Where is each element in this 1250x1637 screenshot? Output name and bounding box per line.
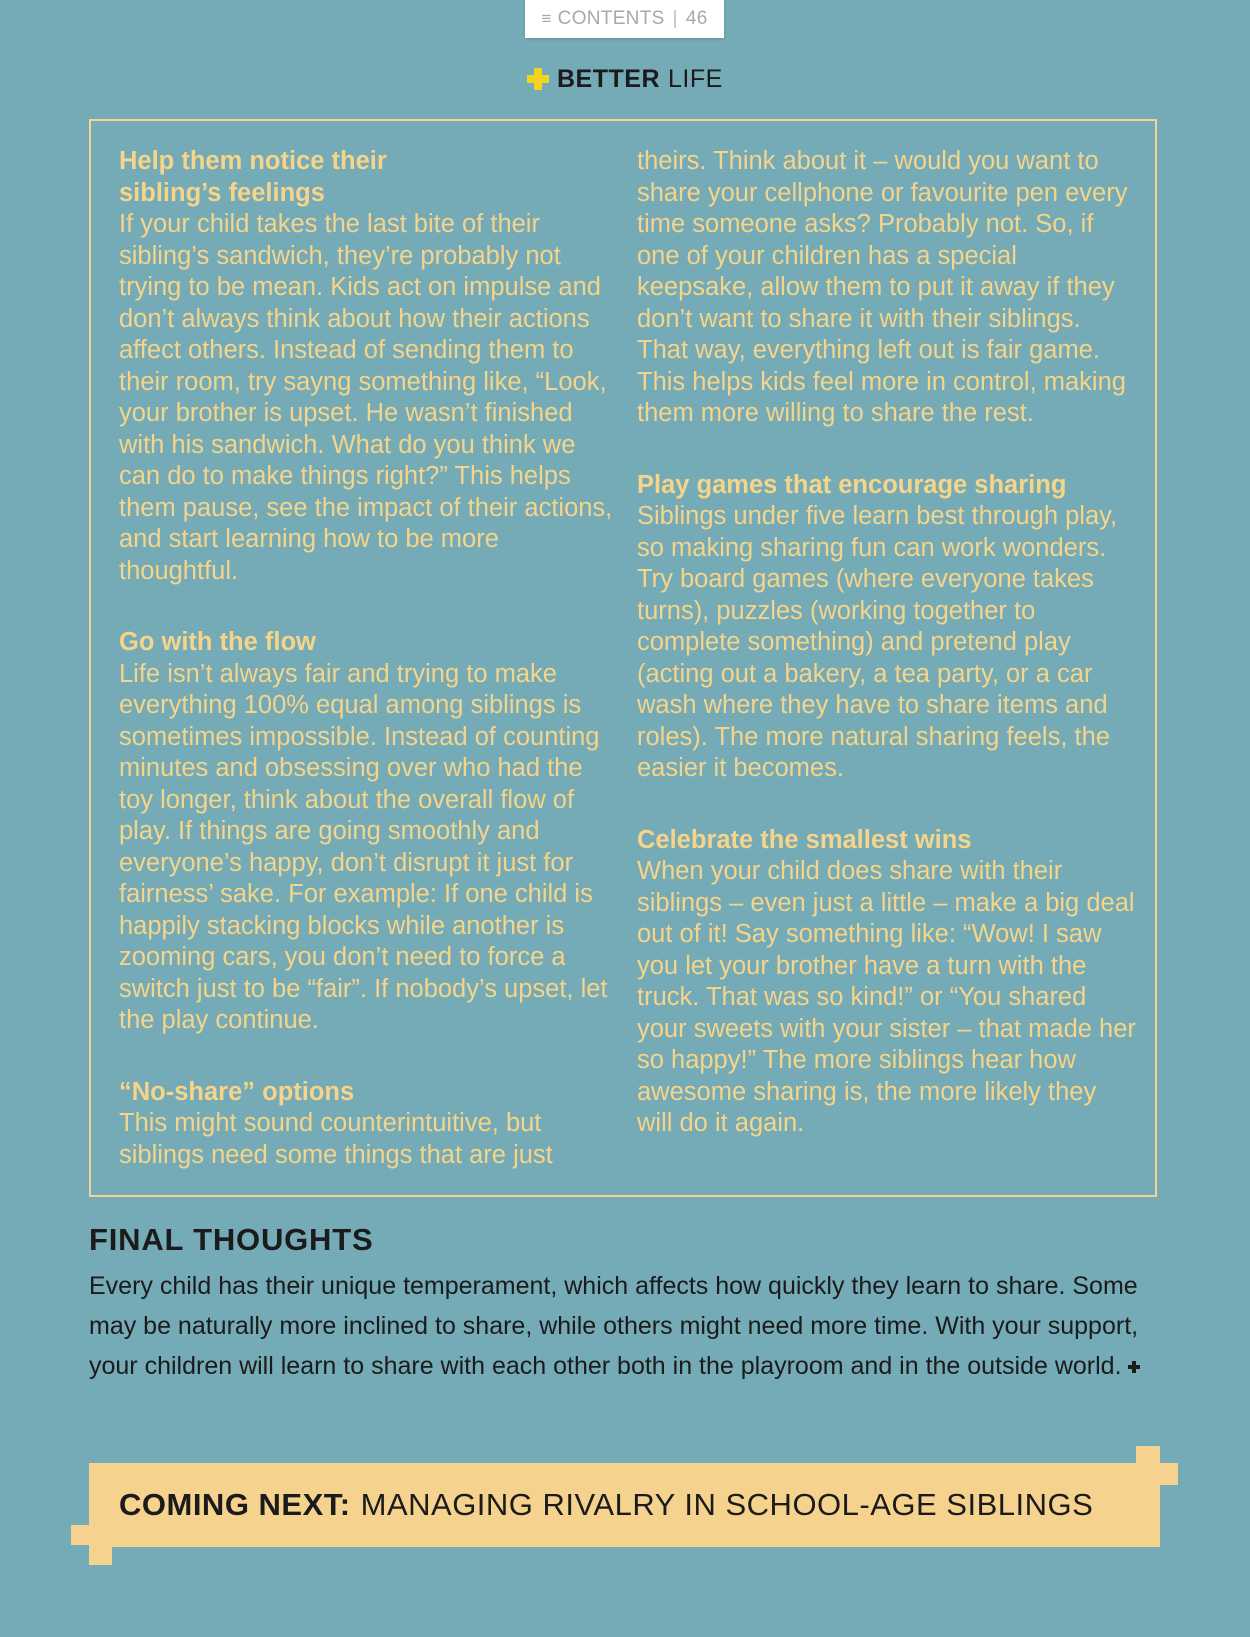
- section-title-light: LIFE: [668, 64, 723, 93]
- tip-heading: Play games that encourage sharing: [637, 470, 1067, 499]
- tips-column-left: [119, 146, 619, 1171]
- final-thoughts-text: [89, 1266, 1159, 1386]
- banner-decoration: [1159, 1463, 1178, 1485]
- coming-next-banner: [89, 1463, 1160, 1547]
- tip-body: When your child does share with their siblings – even just a little – make a big deal out of it! Say something like: “Wow! I saw you let your brother have a turn with the truck. That was so kind!” or “You shared your sweets with your sister – that made her so happy!” The more siblings hear how awesome sharing is, the more likely they will do it again.: [637, 857, 1136, 1137]
- tip-body: Life isn’t always fair and trying to make everything 100% equal among siblings is sometimes impossible. Instead of counting minutes and obsessing over who had the toy longer, think about the overall flow of play. If things are going smoothly and everyone’s happy, don’t disrupt it just for fairness’ sake. For example: If one child is happily stacking blocks while another is zooming cars, you don’t need to force a switch just to be “fair”. If nobody’s upset, let the play continue.: [119, 659, 608, 1034]
- contents-label: CONTENTS: [557, 8, 665, 29]
- coming-next-label: COMING NEXT:: [119, 1487, 351, 1522]
- section-title-bold: BETTER: [557, 64, 660, 93]
- tip-heading: Go with the flow: [119, 628, 316, 656]
- tip-body-continued: theirs. Think about it – would you want to share your cellphone or favourite pen every time someone asks? Probably not. So, if one of your children has a special keepsake, allow them to put it away if they don’t want to share it with their siblings. That way, everything left out is fair game. This helps kids feel more in control, making them more willing to share the rest.: [637, 147, 1128, 427]
- banner-decoration: [1136, 1446, 1160, 1464]
- coming-next-title: MANAGING RIVALRY IN SCHOOL-AGE SIBLINGS: [360, 1487, 1094, 1522]
- tip-body: Siblings under five learn best through play, so making sharing fun can work wonders. Try board games (where everyone takes turns), puzzles (working together to complete something) and pretend play (acting out a bakery, a tea party, or a car wash where they have to share items and roles). The more natural sharing feels, the easier it becomes.: [637, 502, 1118, 782]
- banner-decoration: [71, 1525, 90, 1545]
- contents-button[interactable]: [525, 0, 724, 38]
- page-number: 46: [685, 8, 708, 29]
- plus-icon: [527, 68, 549, 90]
- tip-body: If your child takes the last bite of their sibling’s sandwich, they’re probably not trying to be mean. Kids act on impulse and don’t always think about how their actions affect others. Instead of sending them to their room, try sayng something like, “Look, your brother is upset. He wasn’t finished with his sandwich. What do you think we can do to make things right?” This helps them pause, see the impact of their actions, and start learning how to be more thoughtful.: [119, 210, 613, 585]
- final-thoughts-heading: FINAL THOUGHTS: [89, 1222, 374, 1257]
- tip-body: This might sound counterintuitive, but siblings need some things that are just: [119, 1109, 553, 1169]
- final-thoughts-body: Every child has their unique temperament, which affects how quickly they learn to share. Some may be naturally more inclined to share, while others might need more time. With your support, your children will learn to share with each other both in the playroom and in the outside world.: [89, 1272, 1139, 1380]
- banner-decoration: [89, 1546, 112, 1565]
- tip-heading: Celebrate the smallest wins: [637, 825, 972, 854]
- divider: |: [672, 8, 678, 29]
- menu-icon: ≡: [541, 9, 552, 28]
- section-header: [527, 62, 723, 96]
- end-mark-icon: [1128, 1361, 1140, 1373]
- tip-heading: Help them notice their sibling’s feelings: [119, 147, 387, 207]
- tips-column-right: [637, 146, 1137, 1140]
- tip-heading: “No-share” options: [119, 1077, 355, 1106]
